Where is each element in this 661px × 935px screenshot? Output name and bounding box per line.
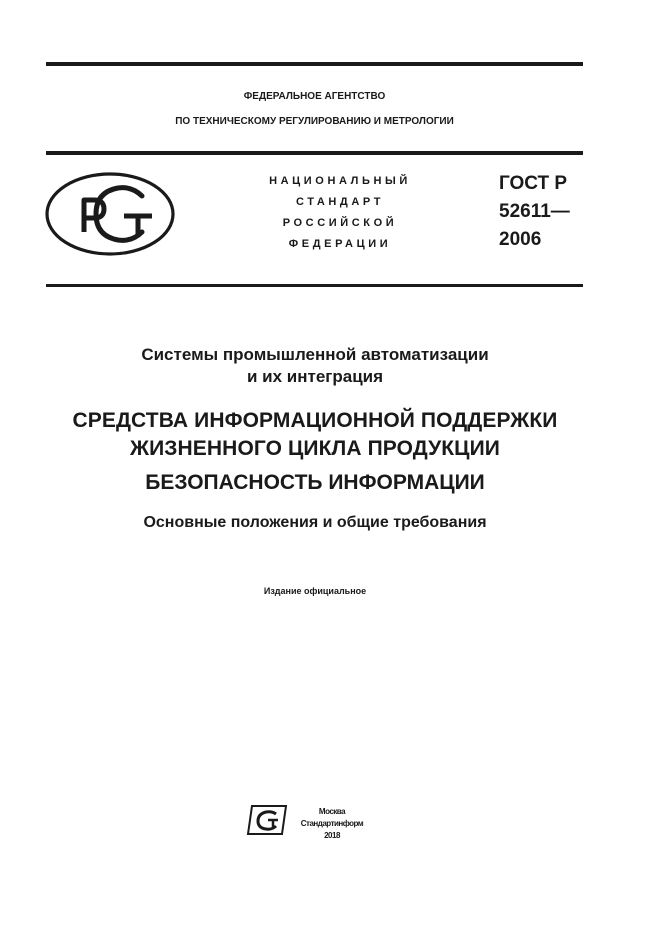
part-title: БЕЗОПАСНОСТЬ ИНФОРМАЦИИ — [145, 471, 485, 494]
standard-type-line-4: ФЕДЕРАЦИИ — [288, 238, 392, 250]
standartinform-logo-icon — [246, 804, 288, 836]
agency-line-1: ФЕДЕРАЛЬНОЕ АГЕНТСТВО — [243, 91, 386, 102]
gost-year: 2006 — [499, 229, 542, 250]
title-line-2: и их интеграция — [246, 367, 384, 386]
main-title-block — [30, 407, 600, 463]
title-block — [30, 344, 600, 388]
subtitle: Основные положения и общие требования — [143, 514, 487, 531]
agency-line-2: ПО ТЕХНИЧЕСКОМУ РЕГУЛИРОВАНИЮ И МЕТРОЛОГИИ — [175, 116, 454, 127]
edition-label: Издание официальное — [263, 586, 367, 596]
standard-type-line-3: РОССИЙСКОЙ — [282, 217, 398, 229]
bottom-rule — [46, 284, 583, 287]
main-title-line-2: ЖИЗНЕННОГО ЦИКЛА ПРОДУКЦИИ — [130, 437, 500, 460]
gost-number: 52611— — [499, 201, 570, 222]
publisher-city: Москва — [318, 807, 346, 816]
middle-rule — [46, 151, 583, 155]
title-line-1: Системы промышленной автоматизации — [141, 345, 489, 364]
gost-designation — [499, 170, 570, 254]
publisher-year: 2018 — [324, 831, 340, 840]
top-rule — [46, 62, 583, 66]
standard-type-line-1: НАЦИОНАЛЬНЫЙ — [269, 175, 411, 187]
standard-type-line-2: СТАНДАРТ — [295, 196, 385, 208]
rst-certification-mark-icon — [44, 172, 176, 256]
gost-prefix: ГОСТ Р — [499, 173, 568, 194]
publisher-block — [296, 806, 368, 842]
main-title-line-1: СРЕДСТВА ИНФОРМАЦИОННОЙ ПОДДЕРЖКИ — [72, 409, 558, 432]
publisher-name: Стандартинформ — [300, 819, 364, 828]
standard-type — [240, 171, 440, 255]
